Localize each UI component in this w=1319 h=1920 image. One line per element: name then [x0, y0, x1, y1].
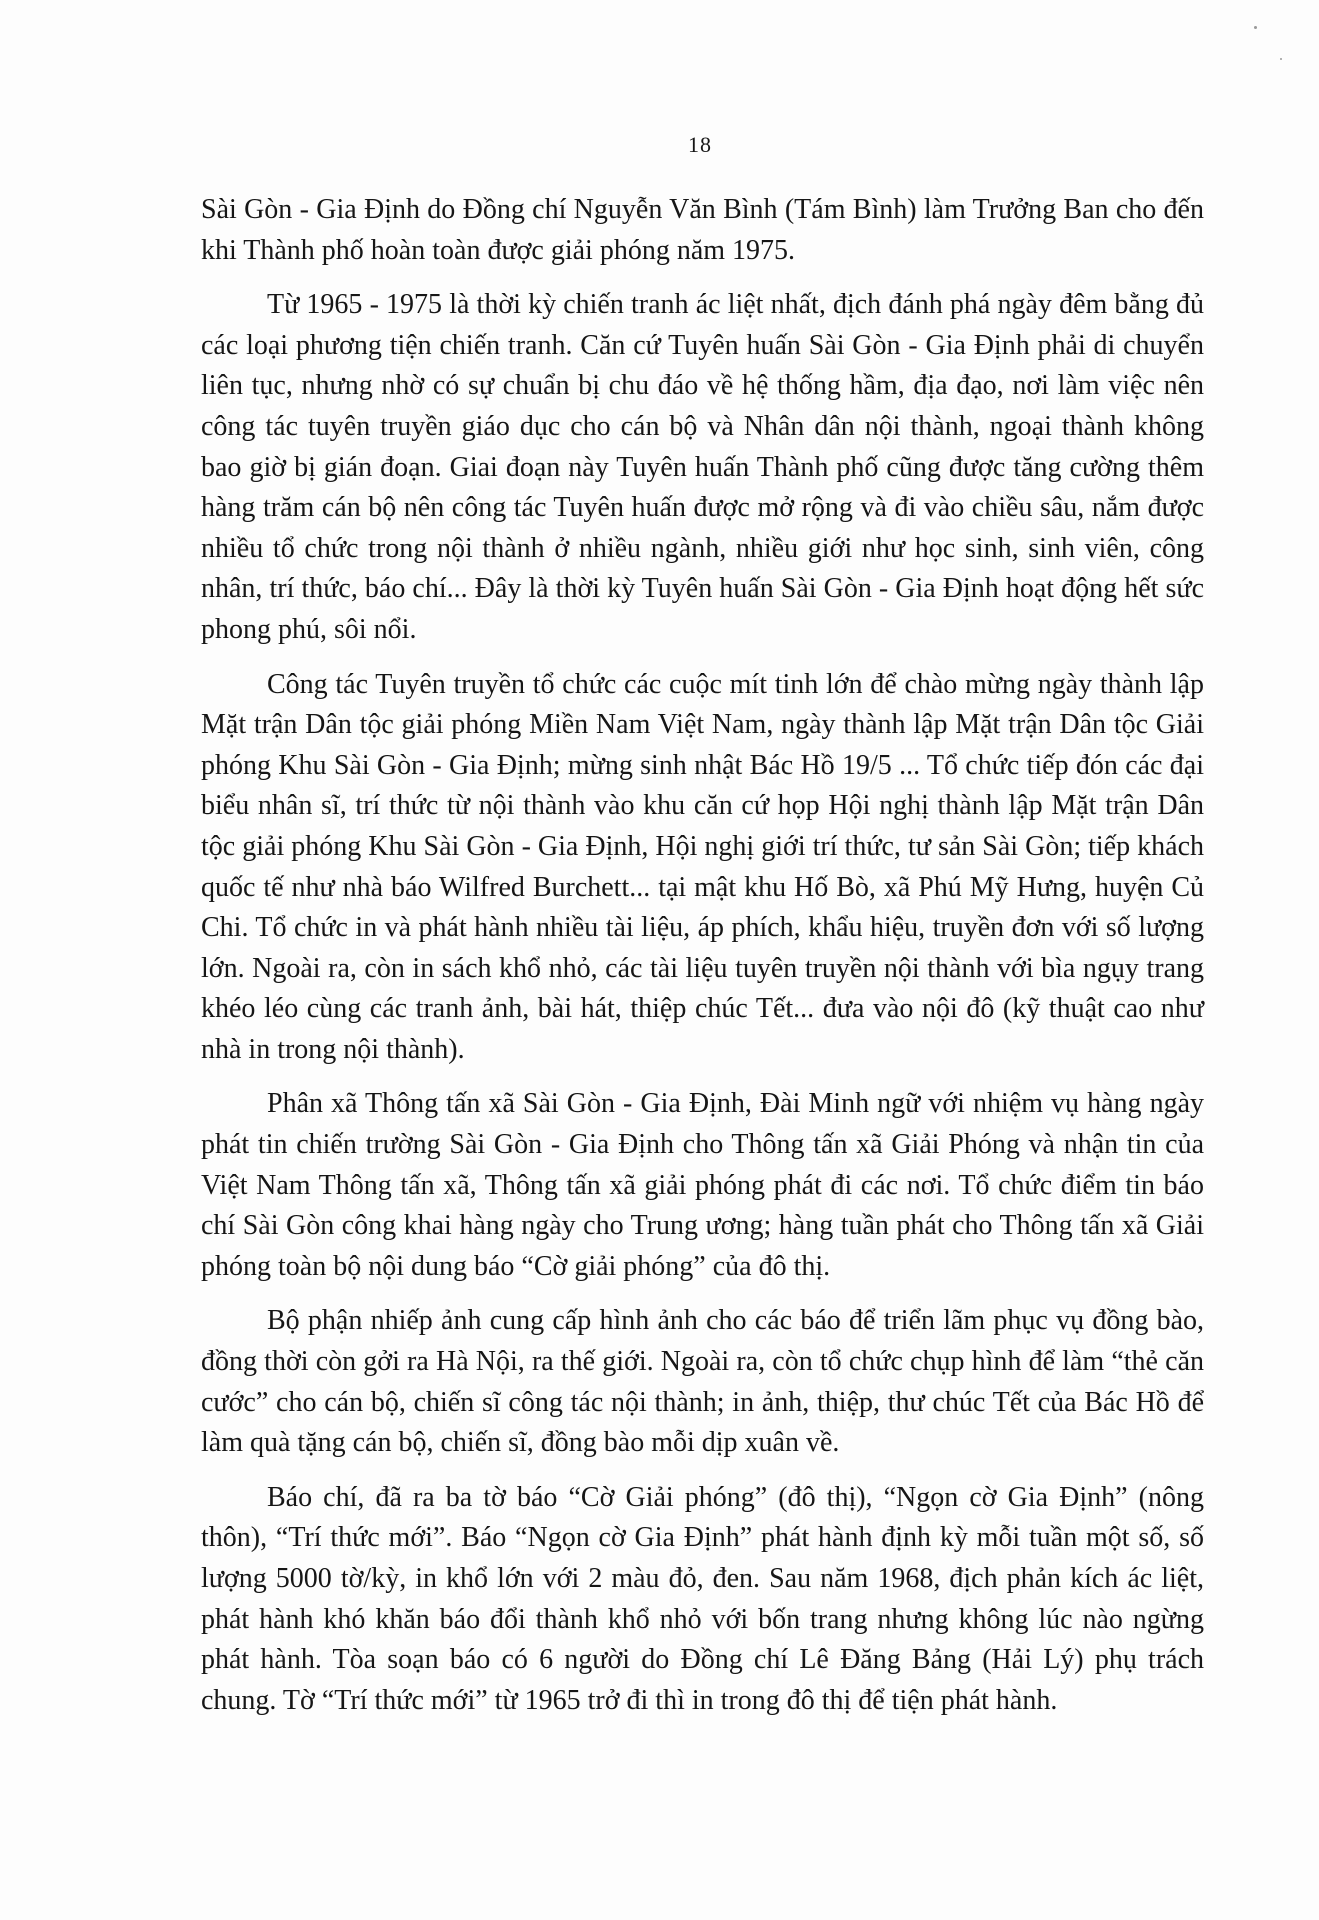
paragraph-photography: Bộ phận nhiếp ảnh cung cấp hình ảnh cho các báo để triển lãm phục vụ đồng bào, đồng thời còn gởi ra Hà Nội, ra thế giới. Ngoài ra, còn tổ chức chụp hình để làm “thẻ căn cước” cho cán bộ, chiến sĩ công tác nội thành; in ảnh, thiệp, thư chúc Tết của Bác Hồ để làm quà tặng cán bộ, chiến sĩ, đồng bào mỗi dịp xuân về.	[201, 1305, 1204, 1459]
body-text	[201, 190, 1204, 1721]
paragraph-news-agency: Phân xã Thông tấn xã Sài Gòn - Gia Định, Đài Minh ngữ với nhiệm vụ hàng ngày phát tin chiến trường Sài Gòn - Gia Định cho Thông tấn xã Giải Phóng và nhận tin của Việt Nam Thông tấn xã, Thông tấn xã giải phóng phát đi các nơi. Tổ chức điểm tin báo chí Sài Gòn công khai hàng ngày cho Trung ương; hàng tuần phát cho Thông tấn xã Giải phóng toàn bộ nội dung báo “Cờ giải phóng” của đô thị.	[201, 1088, 1204, 1282]
scan-speck	[1280, 58, 1282, 60]
paragraph-continuation: Sài Gòn - Gia Định do Đồng chí Nguyễn Văn Bình (Tám Bình) làm Trưởng Ban cho đến khi Thành phố hoàn toàn được giải phóng năm 1975.	[201, 194, 1204, 266]
paragraph-wartime-period: Từ 1965 - 1975 là thời kỳ chiến tranh ác liệt nhất, địch đánh phá ngày đêm bằng đủ các loại phương tiện chiến tranh. Căn cứ Tuyên huấn Sài Gòn - Gia Định phải di chuyển liên tục, nhưng nhờ có sự chuẩn bị chu đáo về hệ thống hầm, địa đạo, nơi làm việc nên công tác tuyên truyền giáo dục cho cán bộ và Nhân dân nội thành, ngoại thành không bao giờ bị gián đoạn. Giai đoạn này Tuyên huấn Thành phố cũng được tăng cường thêm hàng trăm cán bộ nên công tác Tuyên huấn được mở rộng và đi vào chiều sâu, nắm được nhiều tổ chức trong nội thành ở nhiều ngành, nhiều giới như học sinh, sinh viên, công nhân, trí thức, báo chí... Đây là thời kỳ Tuyên huấn Sài Gòn - Gia Định hoạt động hết sức phong phú, sôi nổi.	[201, 289, 1204, 645]
page-number: 18	[688, 132, 712, 157]
paragraph-propaganda-activities: Công tác Tuyên truyền tổ chức các cuộc mít tinh lớn để chào mừng ngày thành lập Mặt trận Dân tộc giải phóng Miền Nam Việt Nam, ngày thành lập Mặt trận Dân tộc Giải phóng Khu Sài Gòn - Gia Định; mừng sinh nhật Bác Hồ 19/5 ... Tổ chức tiếp đón các đại biểu nhân sĩ, trí thức từ nội thành vào khu căn cứ họp Hội nghị thành lập Mặt trận Dân tộc giải phóng Khu Sài Gòn - Gia Định, Hội nghị giới trí thức, tư sản Sài Gòn; tiếp khách quốc tế như nhà báo Wilfred Burchett... tại mật khu Hố Bò, xã Phú Mỹ Hưng, huyện Củ Chi. Tổ chức in và phát hành nhiều tài liệu, áp phích, khẩu hiệu, truyền đơn với số lượng lớn. Ngoài ra, còn in sách khổ nhỏ, các tài liệu tuyên truyền nội thành với bìa ngụy trang khéo léo cùng các tranh ảnh, bài hát, thiệp chúc Tết... đưa vào nội đô (kỹ thuật cao như nhà in trong nội thành).	[201, 668, 1204, 1065]
paragraph-newspapers: Báo chí, đã ra ba tờ báo “Cờ Giải phóng” (đô thị), “Ngọn cờ Gia Định” (nông thôn), “Trí thức mới”. Báo “Ngọn cờ Gia Định” phát hành định kỳ mỗi tuần một số, số lượng 5000 tờ/kỳ, in khổ lớn với 2 màu đỏ, đen. Sau năm 1968, địch phản kích ác liệt, phát hành khó khăn báo đổi thành khổ nhỏ với bốn trang nhưng không lúc nào ngừng phát hành. Tòa soạn báo có 6 người do Đồng chí Lê Đăng Bảng (Hải Lý) phụ trách chung. Tờ “Trí thức mới” từ 1965 trở đi thì in trong đô thị để tiện phát hành.	[201, 1481, 1204, 1716]
scan-speck	[1254, 26, 1257, 29]
